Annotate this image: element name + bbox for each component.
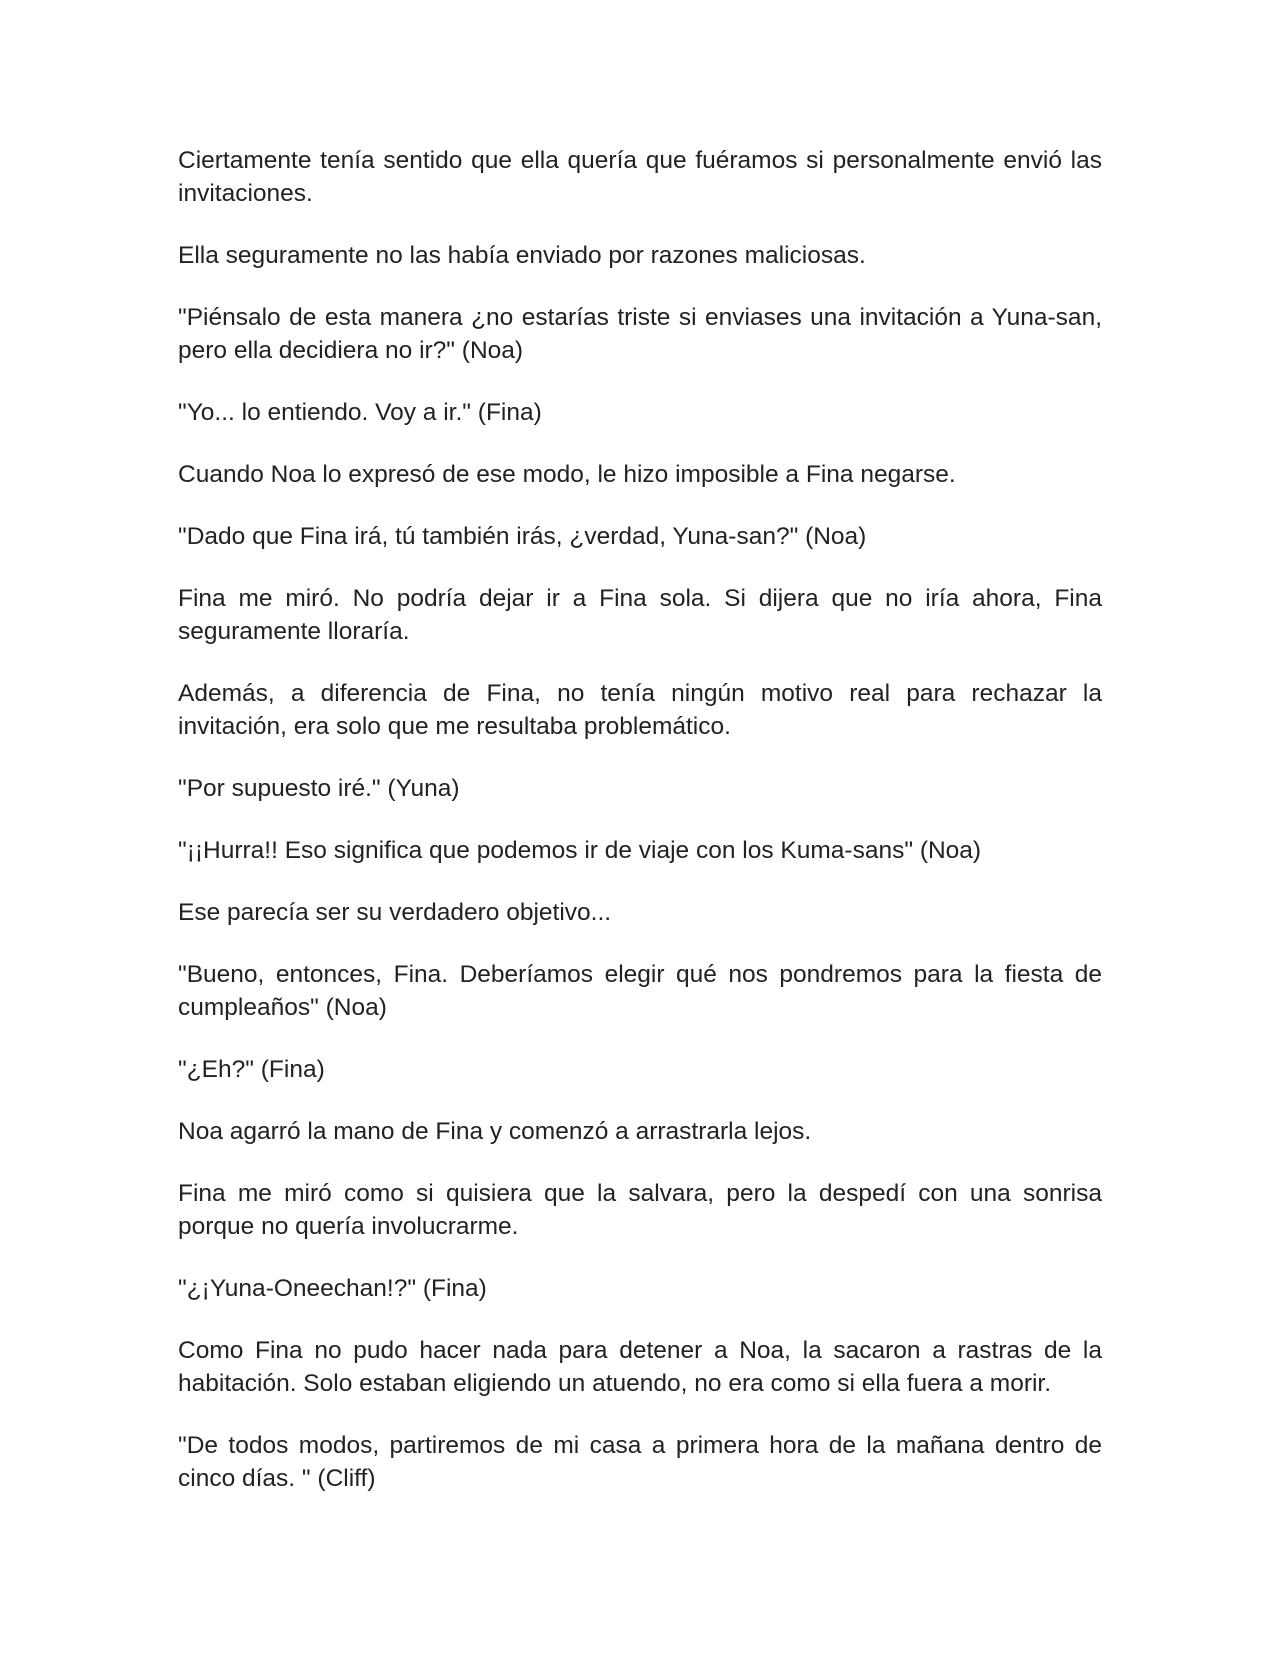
paragraph: "Dado que Fina irá, tú también irás, ¿verdad, Yuna-san?" (Noa) — [178, 523, 867, 550]
document-page — [178, 144, 1102, 1524]
paragraph: Ella seguramente no las había enviado por razones maliciosas. — [178, 242, 866, 269]
paragraph: "¡¡Hurra!! Eso significa que podemos ir de viaje con los Kuma-sans" (Noa) — [178, 837, 982, 864]
paragraph: Como Fina no pudo hacer nada para detener a Noa, la sacaron a rastras de la habitación. Solo estaban eligiendo un atuendo, no era como si ella fuera a morir. — [178, 1337, 1102, 1397]
paragraph: Ciertamente tenía sentido que ella quería que fuéramos si personalmente envió las invitaciones. — [178, 147, 1102, 207]
paragraph: Ese parecía ser su verdadero objetivo... — [178, 899, 612, 926]
paragraph: "Yo... lo entiendo. Voy a ir." (Fina) — [178, 399, 542, 426]
paragraph: Fina me miró. No podría dejar ir a Fina sola. Si dijera que no iría ahora, Fina seguramente lloraría. — [178, 585, 1102, 645]
paragraph: "¿¡Yuna-Oneechan!?" (Fina) — [178, 1275, 487, 1302]
paragraph: "Piénsalo de esta manera ¿no estarías triste si enviases una invitación a Yuna-san, pero ella decidiera no ir?" (Noa) — [178, 304, 1102, 364]
paragraph: "De todos modos, partiremos de mi casa a primera hora de la mañana dentro de cinco días. " (Cliff) — [178, 1432, 1102, 1492]
paragraph: Fina me miró como si quisiera que la salvara, pero la despedí con una sonrisa porque no quería involucrarme. — [178, 1180, 1102, 1240]
paragraph: Además, a diferencia de Fina, no tenía ningún motivo real para rechazar la invitación, era solo que me resultaba problemático. — [178, 680, 1102, 740]
paragraph: Noa agarró la mano de Fina y comenzó a arrastrarla lejos. — [178, 1118, 812, 1145]
paragraph: "Bueno, entonces, Fina. Deberíamos elegir qué nos pondremos para la fiesta de cumpleaños" (Noa) — [178, 961, 1102, 1021]
paragraph: "Por supuesto iré." (Yuna) — [178, 775, 460, 802]
paragraph: Cuando Noa lo expresó de ese modo, le hizo imposible a Fina negarse. — [178, 461, 956, 488]
paragraph: "¿Eh?" (Fina) — [178, 1056, 325, 1083]
